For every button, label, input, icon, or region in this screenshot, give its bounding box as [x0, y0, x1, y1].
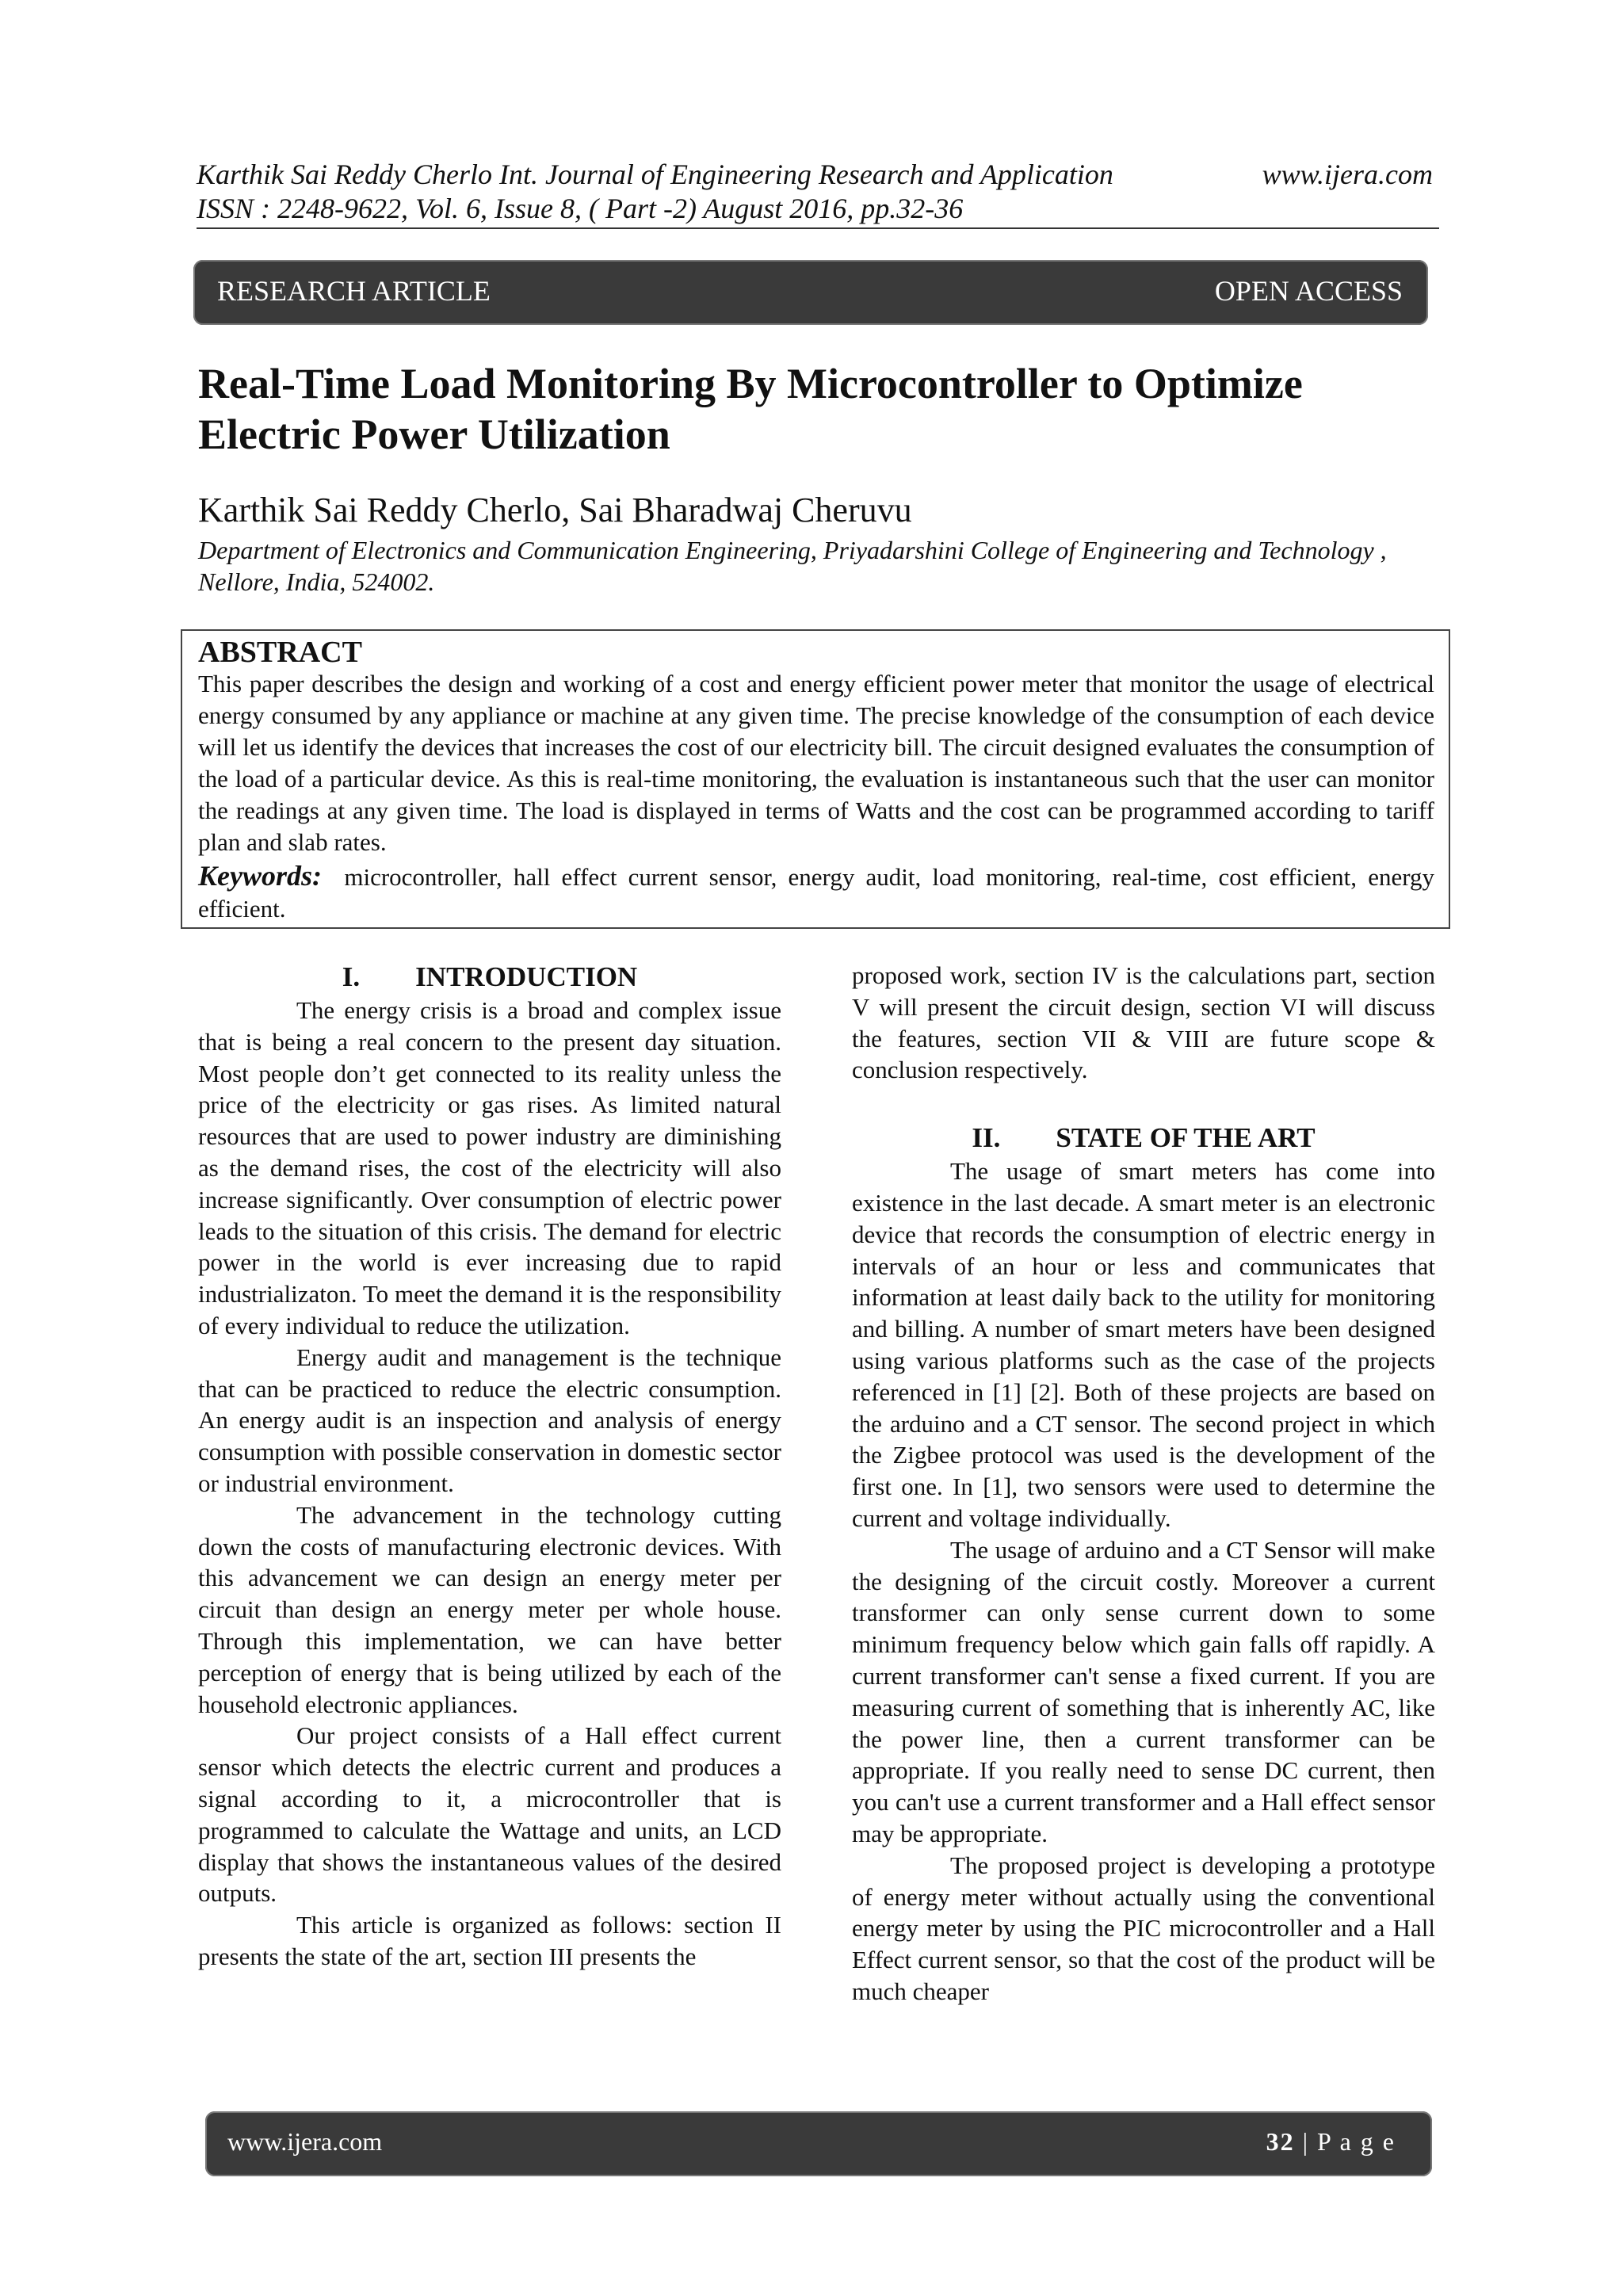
intro-paragraph-1: The energy crisis is a broad and complex issue that is being a real concern to the present day situation. Most people don’t get connected to its reality unless the price of the electricity or gas rises. As limited natural resources that are used to power industry are diminishing as the demand rises, the cost of the electricity will also increase significantly. Over consumption of electric power leads to the situation of this crisis. The demand for electric power in the world is ever increasing due to rapid industrializaton. To meet the demand it is the responsibility of every individual to reduce the utilization. [198, 996, 781, 1339]
abstract-text: This paper describes the design and working of a cost and energy efficient power meter that monitor the usage of electrical energy consumed by any appliance or machine at any given time. The precise knowledge of the consumption of each device will let us identify the devices that increases the cost of our electricity bill. The circuit designed evaluates the consumption of the load of a particular device. As this is real-time monitoring, the evaluation is instantaneous such that the user can monitor the readings at any given time. The load is displayed in terms of Watts and the cost can be programmed according to tariff plan and slab rates. [198, 670, 1434, 856]
open-access-label: OPEN ACCESS [1214, 275, 1403, 307]
right-column [852, 960, 1435, 2008]
section-spacer [852, 1086, 1435, 1121]
research-article-label: RESEARCH ARTICLE [217, 275, 491, 307]
intro-paragraph-4: Our project consists of a Hall effect current sensor which detects the electric current and produces a signal according to it, a microcontroller that is programmed to calculate the Wattage and units, an LCD display that shows the instantaneous values of the desired outputs. [198, 1721, 781, 1908]
sota-paragraph-3: The proposed project is developing a prototype of energy meter without actually using the conventional energy meter by using the PIC microcontroller and a Hall Effect current sensor, so that the cost of the product will be much cheaper [852, 1851, 1435, 2005]
page-indicator [1266, 2127, 1396, 2157]
left-column [198, 960, 781, 1973]
header-rule [197, 227, 1439, 229]
keywords-label: Keywords: [198, 860, 322, 892]
intro-paragraph-2: Energy audit and management is the technique that can be practiced to reduce the electric consumption. An energy audit is an inspection and analysis of energy consumption with possible conservation in domestic sector or industrial environment. [198, 1343, 781, 1497]
introduction-heading: I. INTRODUCTION [342, 961, 638, 992]
intro-paragraph-3: The advancement in the technology cutting down the costs of manufacturing electronic devices. With this advancement we can design an energy meter per circuit than design an energy meter per whole house. Through this implementation, we can have better perception of energy that is being utilized by each of the household electronic appliances. [198, 1500, 781, 1718]
state-of-the-art-heading: II. STATE OF THE ART [972, 1122, 1316, 1154]
keywords-list: microcontroller, hall effect current sensor, energy audit, load monitoring, real-time, cost efficient, energy efficient. [198, 863, 1434, 923]
authors: Karthik Sai Reddy Cherlo, Sai Bharadwaj Cheruvu [198, 491, 912, 529]
page-number: 32 [1266, 2127, 1295, 2156]
journal-website[interactable]: www.ijera.com [1262, 159, 1433, 190]
sota-paragraph-2: The usage of arduino and a CT Sensor will make the designing of the circuit costly. Moreover a current transformer can only sense current down to some minimum frequency below which gain falls off rapidly. A current transformer can't sense a fixed current. If you are measuring current of something that is inherently AC, like the power line, then a current transformer can be appropriate. If you really need to sense DC current, then you can't use a current transformer and a Hall effect sensor may be appropriate. [852, 1535, 1435, 1847]
paper-title [198, 358, 1434, 460]
title-line-1: Real-Time Load Monitoring By Microcontroller to Optimize [198, 360, 1303, 407]
footer-website[interactable]: www.ijera.com [227, 2127, 383, 2156]
intro-paragraph-5: This article is organized as follows: section II presents the state of the art, section III presents the [198, 1911, 781, 1970]
abstract-heading: ABSTRACT [198, 636, 362, 669]
keywords [198, 860, 1434, 925]
affiliation: Department of Electronics and Communication Engineering, Priyadarshini College of Engineering and Technology , Nellore, India, 524002. [198, 536, 1387, 596]
journal-name: Karthik Sai Reddy Cherlo Int. Journal of Engineering Research and Application [197, 159, 1113, 190]
intro-continuation: proposed work, section IV is the calculations part, section V will present the circuit design, section VI will discuss the features, section VII & VIII are future scope & conclusion respectively. [852, 961, 1435, 1084]
article-type-banner [193, 260, 1428, 325]
page-footer [205, 2111, 1432, 2176]
running-header [197, 157, 1433, 192]
page-label: | P a g e [1294, 2127, 1396, 2156]
title-line-2: Electric Power Utilization [198, 411, 670, 458]
issn-line: ISSN : 2248-9622, Vol. 6, Issue 8, ( Part -2) August 2016, pp.32-36 [197, 193, 964, 224]
sota-paragraph-1: The usage of smart meters has come into existence in the last decade. A smart meter is an electronic device that records the consumption of electric energy in intervals of an hour or less and communicates that information at least daily back to the utility for monitoring and billing. A number of smart meters have been designed using various platforms such as the case of the projects referenced in [1] [2]. Both of these projects are based on the arduino and a CT sensor. The second project in which the Zigbee protocol was used is the development of the first one. In [1], two sensors were used to determine the current and voltage individually. [852, 1157, 1435, 1532]
